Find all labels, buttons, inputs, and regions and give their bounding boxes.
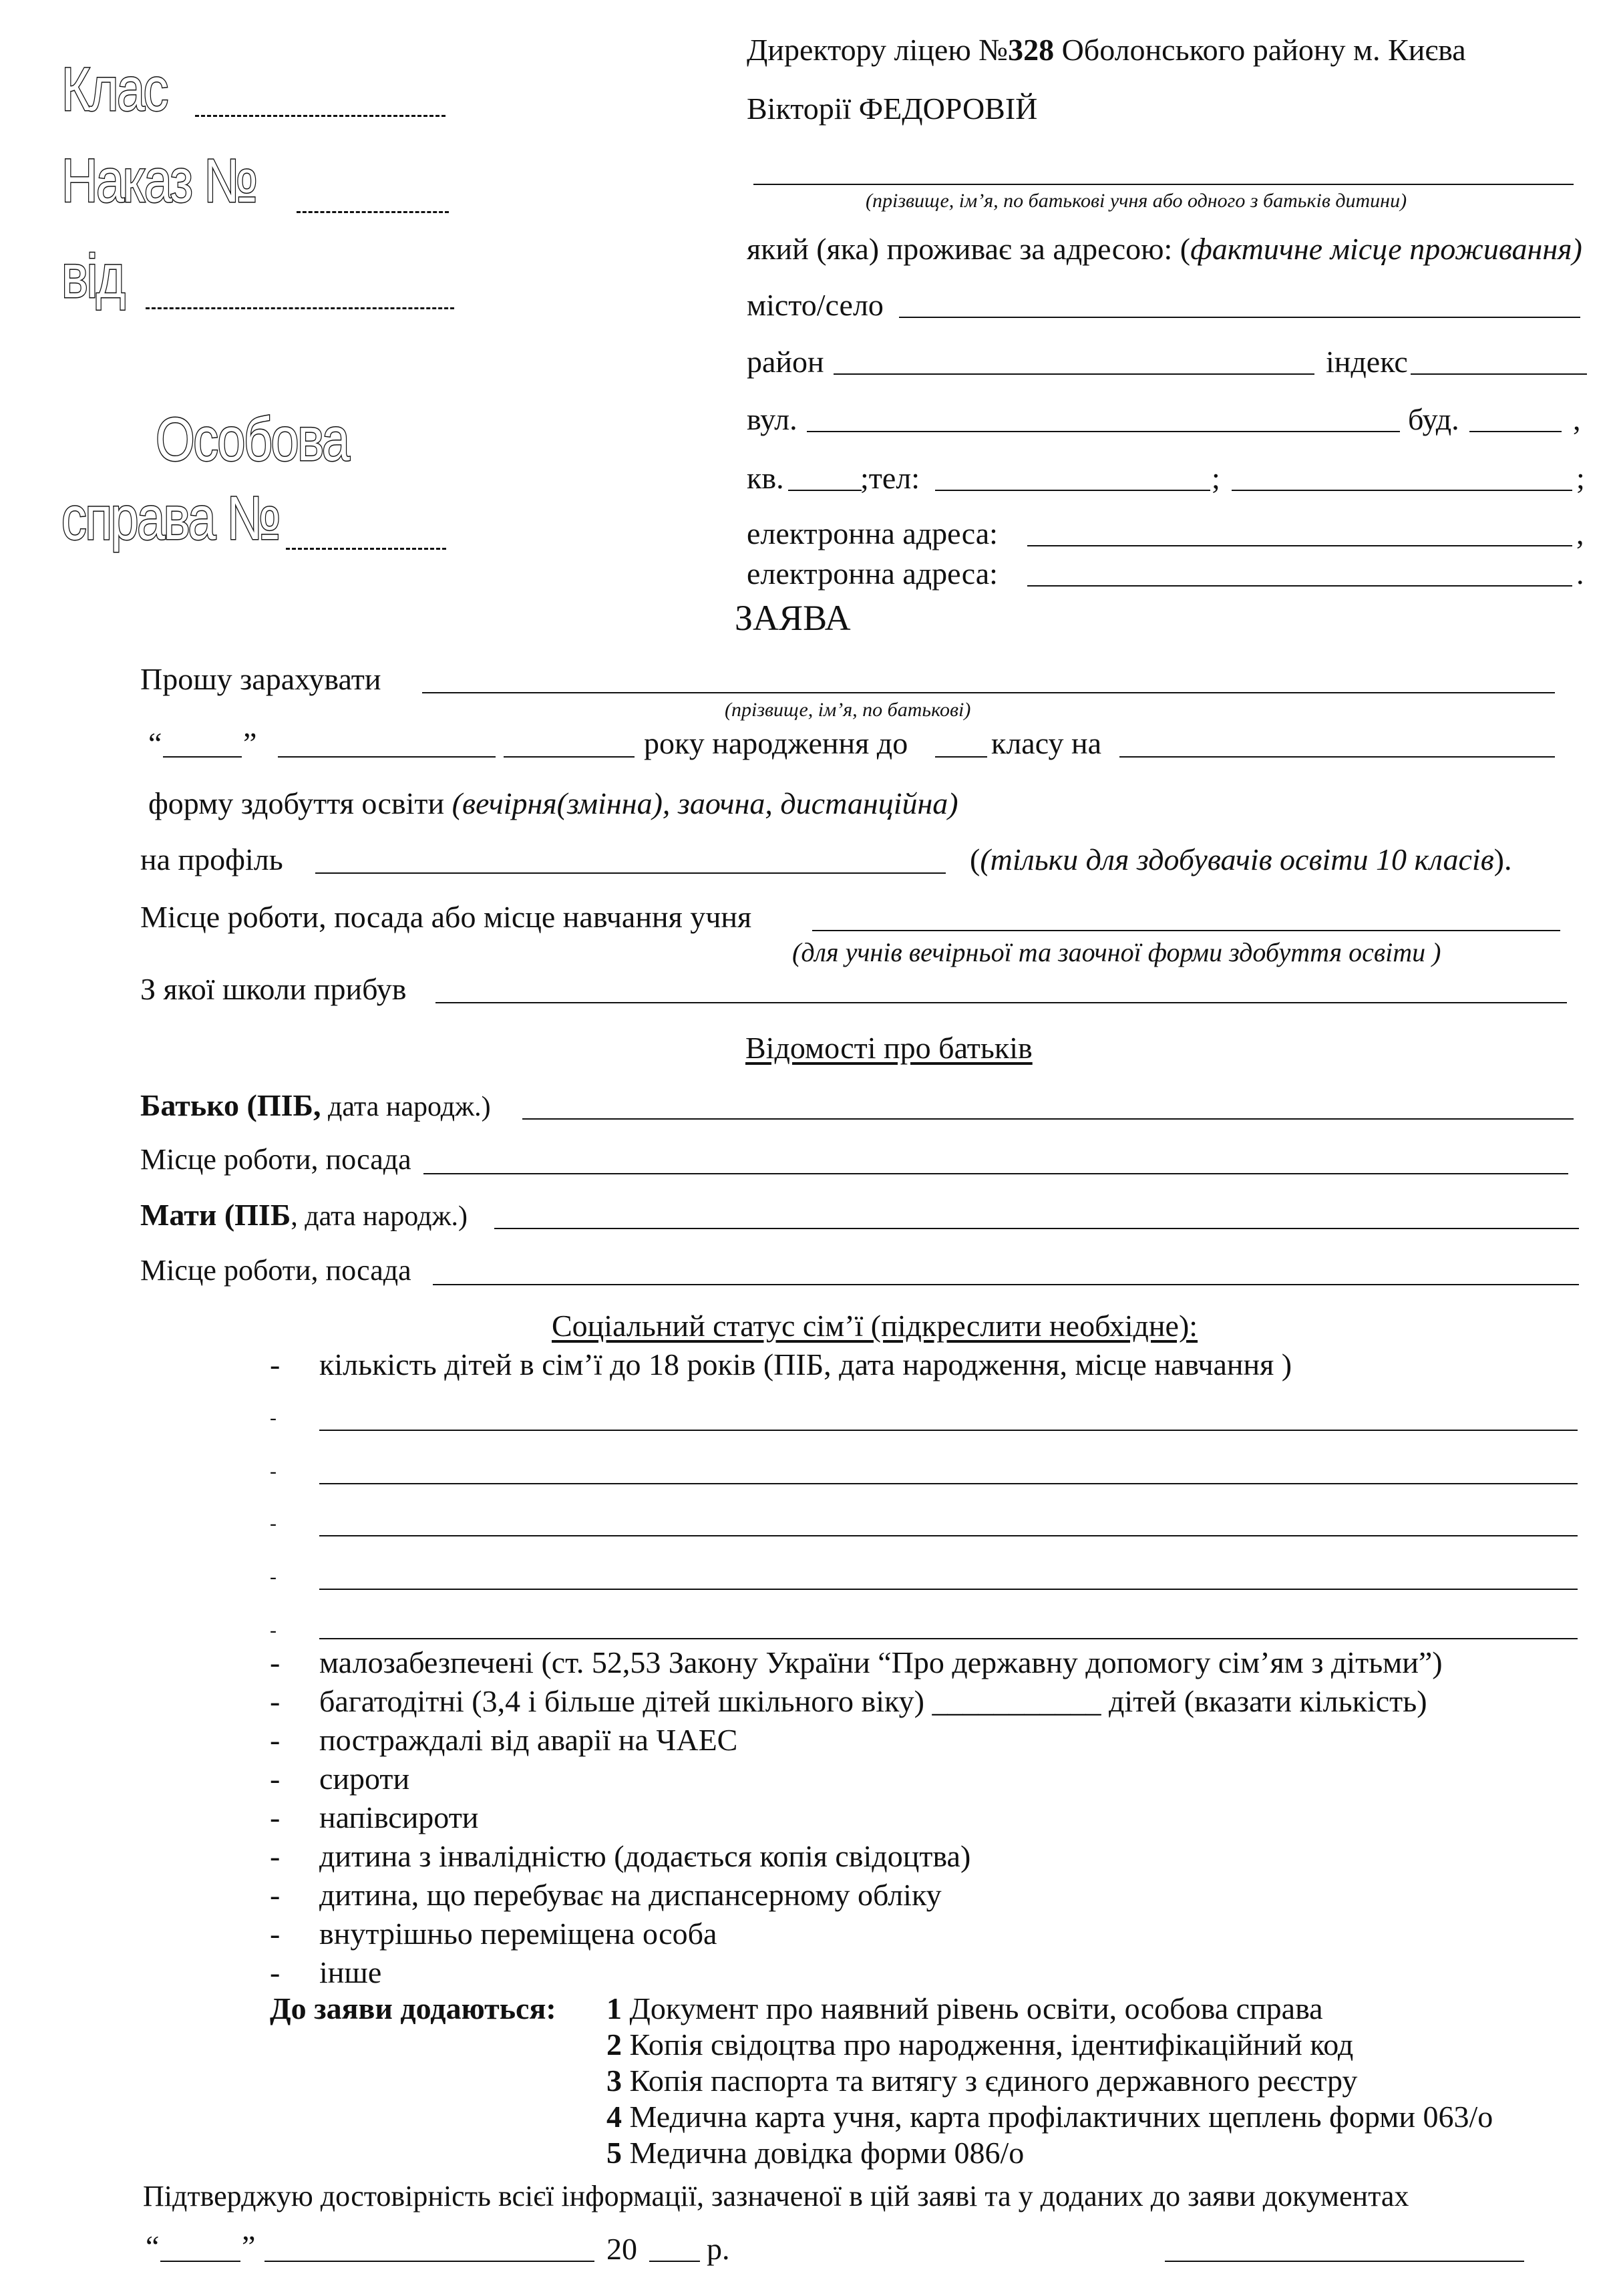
mother-work-label: Місце роботи, посада — [140, 1254, 411, 1287]
birth-month-field[interactable] — [278, 756, 496, 758]
city-field[interactable] — [899, 317, 1580, 318]
bullet-dash: - — [270, 1723, 281, 1757]
child-field-4[interactable] — [319, 1589, 1578, 1590]
bullet-dash: - — [270, 1955, 281, 1989]
phone-field-1[interactable] — [935, 490, 1210, 491]
father-work-field[interactable] — [423, 1173, 1568, 1174]
city-label: місто/село — [747, 288, 884, 322]
district-label: район — [747, 345, 824, 379]
sign-day-field[interactable] — [160, 2261, 240, 2262]
confirmation-text: Підтверджую достовірність всієї інформації, зазначеної в цій заяві та у доданих до заяви документах — [143, 2180, 1409, 2212]
phone-label: ;тел: — [860, 461, 920, 495]
class-label: Клас — [61, 55, 167, 124]
enroll-label: Прошу зарахувати — [140, 662, 381, 696]
building-comma: , — [1573, 402, 1581, 436]
attachment-item: 4 Медична карта учня, карта профілактичних щеплень форми 063/о — [606, 2100, 1493, 2134]
email-label-2: електронна адреса: — [747, 556, 998, 591]
applicant-name-hint: (прізвище, ім’я, по батькові учня або одного з батьків дитини) — [866, 190, 1407, 212]
bullet-dash: - — [270, 1619, 277, 1641]
mother-label: Мати (ПІБ, дата народж.) — [140, 1198, 468, 1232]
father-work-label: Місце роботи, посада — [140, 1143, 411, 1176]
profile-field[interactable] — [315, 872, 946, 874]
attachment-item: 3 Копія паспорта та витягу з єдиного державного реєстру — [606, 2064, 1358, 2098]
index-label: індекс — [1326, 345, 1408, 379]
bullet-dash: - — [270, 1684, 281, 1718]
addressee-line1: Директору ліцею №328 Оболонського району м. Києва — [747, 33, 1466, 67]
bullet-dash: - — [270, 1347, 281, 1381]
bullet-dash: - — [270, 1645, 281, 1679]
personal-file-number-label: справа № — [61, 484, 279, 552]
year-suffix: р. — [707, 2232, 730, 2266]
district-field[interactable] — [834, 373, 1314, 375]
bullet-dash: - — [270, 1917, 281, 1951]
date-quote-close: ” — [242, 2229, 256, 2263]
personal-file-number-field[interactable] — [286, 548, 446, 550]
email-field-2[interactable] — [1027, 585, 1572, 587]
attachment-item: 1 Документ про наявний рівень освіти, особова справа — [606, 1991, 1323, 2025]
work-study-field[interactable] — [812, 930, 1560, 931]
bullet-dash: - — [270, 1762, 281, 1796]
index-field[interactable] — [1411, 373, 1587, 375]
profile-label: на профіль — [140, 842, 283, 876]
social-status-heading: Соціальний статус сім’ї (підкреслити необхідне): — [552, 1309, 1198, 1343]
birth-day-field[interactable] — [163, 756, 242, 758]
order-date-label: від — [61, 242, 124, 311]
addressee-line2: Вікторії ФЕДОРОВІЙ — [747, 92, 1038, 126]
previous-school-label: З якої школи прибув — [140, 972, 407, 1006]
birth-quote-close: ” — [243, 726, 257, 760]
email-1-end: , — [1576, 516, 1584, 550]
father-field[interactable] — [522, 1118, 1574, 1120]
bullet-dash: - — [270, 1407, 277, 1429]
bullet-dash: - — [270, 1800, 281, 1834]
building-label: буд. — [1408, 402, 1459, 436]
sign-year-field[interactable] — [649, 2261, 700, 2262]
work-study-label: Місце роботи, посада або місце навчання учня — [140, 900, 752, 934]
attachments-label: До заяви додаються: — [270, 1991, 556, 2025]
status-other[interactable]: інше — [319, 1955, 382, 1989]
mother-work-field[interactable] — [433, 1284, 1579, 1285]
phone-separator: ; — [1212, 461, 1220, 495]
street-field[interactable] — [807, 431, 1400, 432]
applicant-name-field[interactable] — [753, 184, 1574, 185]
address-label: який (яка) проживає за адресою: (фактичне місце проживання) — [747, 232, 1582, 266]
class-field[interactable] — [195, 115, 445, 117]
email-label-1: електронна адреса: — [747, 516, 998, 550]
email-2-end: . — [1576, 556, 1584, 591]
class-on-label: класу на — [991, 726, 1102, 760]
attachment-item: 2 Копія свідоцтва про народження, ідентифікаційний код — [606, 2027, 1354, 2062]
order-date-field[interactable] — [146, 307, 454, 309]
bullet-dash: - — [270, 1566, 277, 1588]
attachment-item: 5 Медична довідка форми 086/о — [606, 2136, 1025, 2170]
order-number-label: Наказ № — [61, 147, 256, 215]
birth-year-label: року народження до — [644, 726, 908, 760]
status-orphans[interactable]: сироти — [319, 1762, 410, 1796]
status-chernobyl[interactable]: постраждалі від аварії на ЧАЕС — [319, 1723, 738, 1757]
student-name-hint: (прізвище, ім’я, по батькові) — [725, 699, 971, 721]
order-number-field[interactable] — [297, 211, 449, 213]
child-field-5[interactable] — [319, 1638, 1578, 1639]
email-field-1[interactable] — [1027, 545, 1572, 546]
bullet-dash: - — [270, 1512, 277, 1534]
work-study-hint: (для учнів вечірньої та заочної форми здобуття освіти ) — [792, 937, 1441, 967]
birth-year-field[interactable] — [504, 756, 635, 758]
signature-field[interactable] — [1165, 2261, 1524, 2262]
status-large-family[interactable]: багатодітні (3,4 і більше дітей шкільного віку) ___________ дітей (вказати кількість) — [319, 1684, 1427, 1718]
year-prefix: 20 — [606, 2232, 637, 2266]
bullet-dash: - — [270, 1878, 281, 1912]
profile-hint: ((тільки для здобувачів освіти 10 класів). — [970, 842, 1512, 876]
document-title: ЗАЯВА — [735, 598, 851, 638]
sign-month-field[interactable] — [264, 2261, 594, 2262]
child-field-2[interactable] — [319, 1483, 1578, 1484]
building-field[interactable] — [1469, 431, 1562, 432]
birth-quote-open: “ — [148, 726, 162, 760]
class-number-field[interactable] — [935, 756, 987, 758]
study-form-label: форму здобуття освіти (вечірня(змінна), заочна, дистанційна) — [148, 786, 958, 820]
status-displaced[interactable]: внутрішньо переміщена особа — [319, 1917, 717, 1951]
parents-heading: Відомості про батьків — [745, 1031, 1033, 1065]
phone-end: ; — [1576, 461, 1585, 495]
child-field-1[interactable] — [319, 1430, 1578, 1431]
apartment-field[interactable] — [788, 490, 862, 491]
children-count-label: кількість дітей в сім’ї до 18 років (ПІБ, дата народження, місце навчання ) — [319, 1347, 1292, 1381]
mother-field[interactable] — [494, 1228, 1579, 1229]
study-form-field[interactable] — [1119, 756, 1555, 758]
personal-file-label: Особова — [156, 405, 349, 474]
status-dispensary[interactable]: дитина, що перебуває на диспансерному обліку — [319, 1878, 942, 1912]
student-name-field[interactable] — [422, 692, 1555, 693]
apartment-label: кв. — [747, 461, 784, 495]
previous-school-field[interactable] — [435, 1002, 1567, 1003]
date-quote-open: “ — [146, 2229, 160, 2263]
street-label: вул. — [747, 402, 797, 436]
bullet-dash: - — [270, 1839, 281, 1873]
father-label: Батько (ПІБ, дата народж.) — [140, 1088, 491, 1122]
status-low-income[interactable]: малозабезпечені (ст. 52,53 Закону України “Про державну допомогу сім’ям з дітьми”) — [319, 1645, 1443, 1679]
child-field-3[interactable] — [319, 1535, 1578, 1536]
status-disability[interactable]: дитина з інвалідністю (додається копія свідоцтва) — [319, 1839, 971, 1873]
bullet-dash: - — [270, 1460, 277, 1482]
phone-field-2[interactable] — [1232, 490, 1572, 491]
status-half-orphans[interactable]: напівсироти — [319, 1800, 479, 1834]
